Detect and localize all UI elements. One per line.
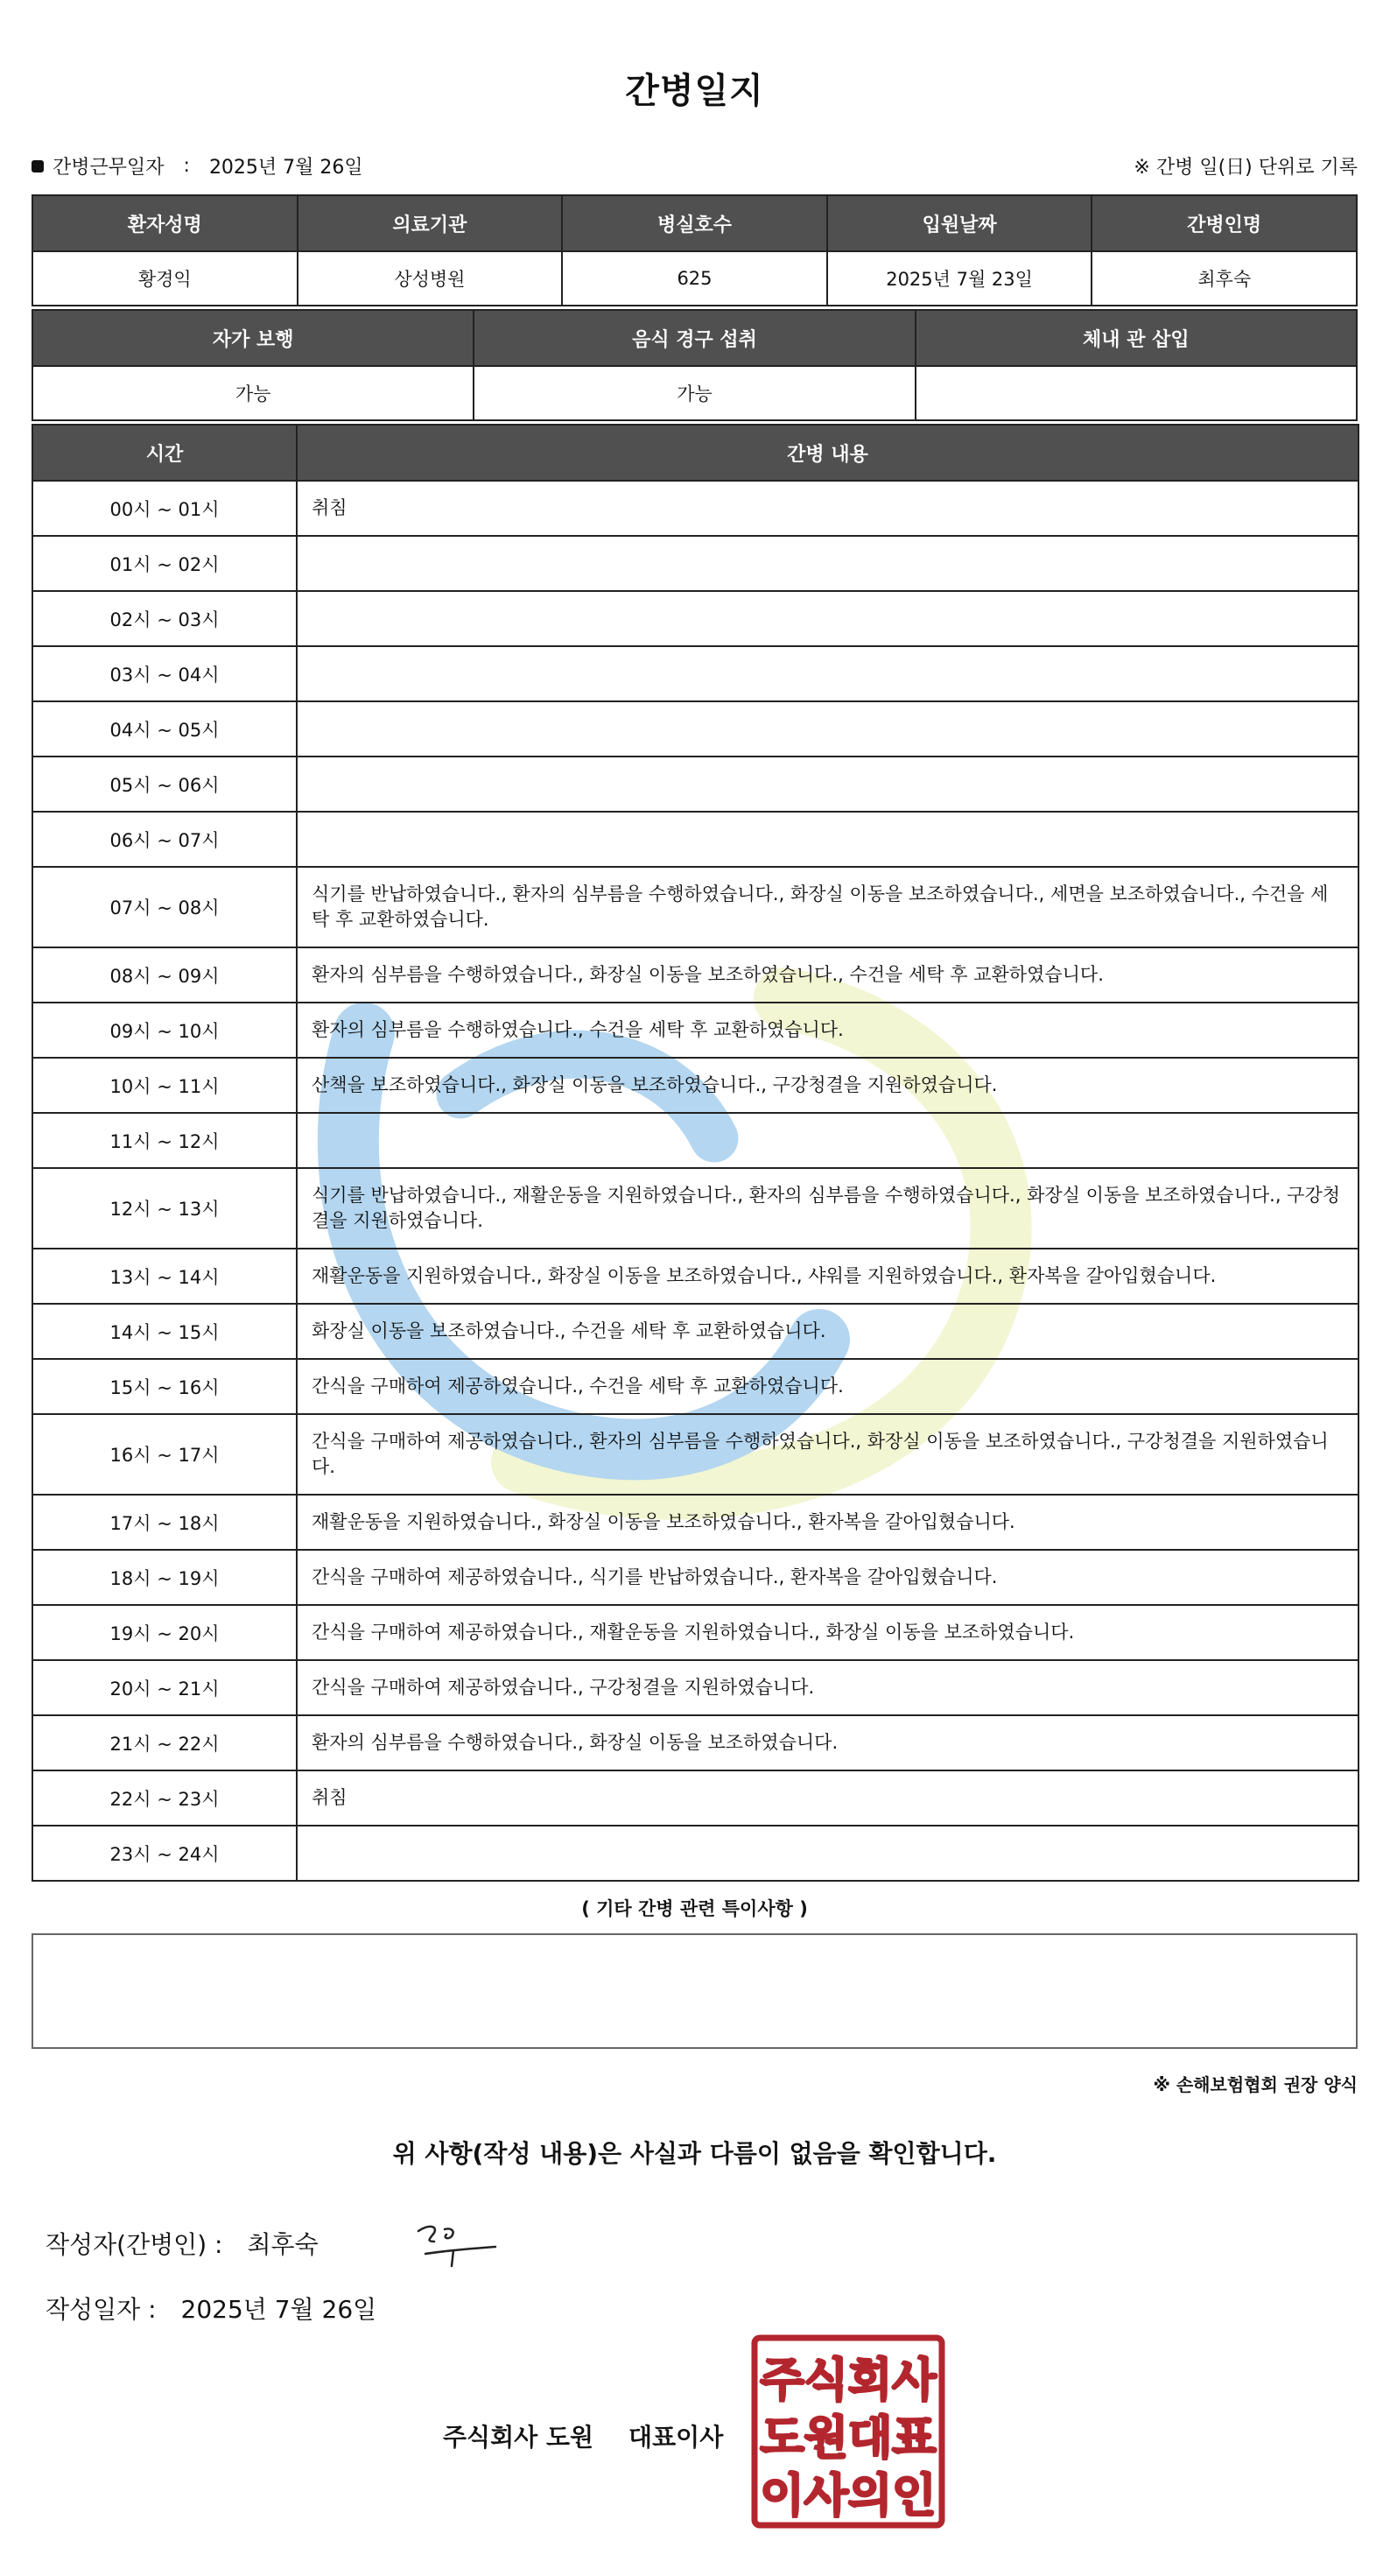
work-date-label: 간병근무일자 [53, 157, 165, 179]
table-row [32, 1605, 1358, 1660]
time-slot: 04시 ~ 05시 [32, 701, 297, 757]
care-content: 취침 [297, 1770, 1358, 1826]
header-room-number: 병실호수 [562, 195, 827, 251]
care-content: 재활운동을 지원하였습니다., 화장실 이동을 보조하였습니다., 샤워를 지원하였습니다., 환자복을 갈아입혔습니다. [297, 1249, 1358, 1304]
written-date-line [46, 2291, 376, 2326]
care-content [297, 1826, 1358, 1881]
table-row [32, 1249, 1358, 1304]
care-content: 취침 [297, 481, 1358, 536]
table-row [32, 1113, 1358, 1168]
header-caregiver-name: 간병인명 [1092, 195, 1357, 251]
svg-text:이사의인: 이사의인 [760, 2470, 937, 2523]
table-header-row [32, 425, 1358, 481]
care-content [297, 701, 1358, 757]
care-log-table [32, 424, 1359, 1882]
written-date-value: 2025년 7월 26일 [180, 2295, 377, 2324]
table-row [32, 591, 1358, 646]
care-content: 식기를 반납하였습니다., 환자의 심부름을 수행하였습니다., 화장실 이동을 보조하였습니다., 세면을 보조하였습니다., 수건을 세탁 후 교환하였습니다. [297, 867, 1358, 947]
care-content: 간식을 구매하여 제공하였습니다., 식기를 반납하였습니다., 환자복을 갈아입혔습니다. [297, 1550, 1358, 1605]
time-slot: 17시 ~ 18시 [32, 1495, 297, 1550]
writer-label: 작성자(간병인) : [46, 2230, 223, 2259]
special-notes-title: ( 기타 간병 관련 특이사항 ) [581, 1898, 808, 1919]
header-oral-intake: 음식 경구 섭취 [474, 310, 915, 366]
table-row [32, 251, 1357, 306]
time-slot: 23시 ~ 24시 [32, 1826, 297, 1881]
care-content: 화장실 이동을 보조하였습니다., 수건을 세탁 후 교환하였습니다. [297, 1304, 1358, 1359]
care-content: 간식을 구매하여 제공하였습니다., 구강청결을 지원하였습니다. [297, 1660, 1358, 1715]
caregiver-name: 최후숙 [1092, 251, 1357, 306]
table-row [32, 366, 1357, 420]
self-walking-value: 가능 [32, 366, 474, 420]
writer-name: 최후숙 [247, 2230, 319, 2259]
table-row [32, 481, 1358, 536]
care-content: 산책을 보조하였습니다., 화장실 이동을 보조하였습니다., 구강청결을 지원하였습니다. [297, 1058, 1358, 1113]
tube-insertion-value [916, 366, 1357, 420]
header-time: 시간 [32, 425, 297, 481]
table-row [32, 1003, 1358, 1058]
time-slot: 19시 ~ 20시 [32, 1605, 297, 1660]
care-content [297, 757, 1358, 812]
page-title: 간병일지 [625, 71, 764, 111]
time-slot: 07시 ~ 08시 [32, 867, 297, 947]
time-slot: 09시 ~ 10시 [32, 1003, 297, 1058]
time-slot: 01시 ~ 02시 [32, 536, 297, 591]
time-slot: 12시 ~ 13시 [32, 1168, 297, 1249]
table-row [32, 757, 1358, 812]
table-row [32, 947, 1358, 1003]
header-patient-name: 환자성명 [32, 195, 298, 251]
table-row [32, 867, 1358, 947]
admission-date: 2025년 7월 23일 [827, 251, 1092, 306]
company-name: 주식회사 도원 [443, 2423, 594, 2452]
time-slot: 05시 ~ 06시 [32, 757, 297, 812]
care-content: 환자의 심부름을 수행하였습니다., 수건을 세탁 후 교환하였습니다. [297, 1003, 1358, 1058]
time-slot: 22시 ~ 23시 [32, 1770, 297, 1826]
care-content [297, 812, 1358, 867]
table-row [32, 1715, 1358, 1770]
time-slot: 14시 ~ 15시 [32, 1304, 297, 1359]
time-slot: 08시 ~ 09시 [32, 947, 297, 1003]
table-row [32, 646, 1358, 701]
table-row [32, 1168, 1358, 1249]
work-date-value: 2025년 7월 26일 [208, 157, 363, 179]
care-content: 환자의 심부름을 수행하였습니다., 화장실 이동을 보조하였습니다. [297, 1715, 1358, 1770]
time-slot: 13시 ~ 14시 [32, 1249, 297, 1304]
representative-title: 대표이사 [628, 2423, 724, 2452]
care-content: 간식을 구매하여 제공하였습니다., 수건을 세탁 후 교환하였습니다. [297, 1359, 1358, 1414]
care-content [297, 536, 1358, 591]
time-slot: 15시 ~ 16시 [32, 1359, 297, 1414]
time-slot: 20시 ~ 21시 [32, 1660, 297, 1715]
header-self-walking: 자가 보행 [32, 310, 474, 366]
header-care-content: 간병 내용 [297, 425, 1358, 481]
table-row [32, 1058, 1358, 1113]
patient-status-table [32, 309, 1358, 421]
table-row [32, 1660, 1358, 1715]
table-row [32, 1495, 1358, 1550]
special-notes-box [32, 1933, 1358, 2049]
care-content: 간식을 구매하여 제공하였습니다., 재활운동을 지원하였습니다., 화장실 이동을 보조하였습니다. [297, 1605, 1358, 1660]
header-admission-date: 입원날짜 [827, 195, 1092, 251]
table-row [32, 1826, 1358, 1881]
table-header-row [32, 195, 1357, 251]
writer-line [46, 2226, 319, 2261]
table-row [32, 701, 1358, 757]
time-slot: 00시 ~ 01시 [32, 481, 297, 536]
handwritten-signature [399, 2215, 513, 2277]
table-row [32, 812, 1358, 867]
table-row [32, 1770, 1358, 1826]
table-row [32, 1414, 1358, 1495]
oral-intake-value: 가능 [474, 366, 915, 420]
svg-text:도원대표: 도원대표 [760, 2412, 937, 2465]
time-slot: 06시 ~ 07시 [32, 812, 297, 867]
recommended-form-note: ※ 손해보험협회 권장 양식 [1153, 2074, 1358, 2095]
time-slot: 10시 ~ 11시 [32, 1058, 297, 1113]
confirmation-statement: 위 사항(작성 내용)은 사실과 다름이 없음을 확인합니다. [392, 2139, 997, 2168]
work-date-colon: : [183, 155, 190, 177]
patient-info-table [32, 194, 1358, 306]
table-row [32, 1304, 1358, 1359]
time-slot: 21시 ~ 22시 [32, 1715, 297, 1770]
room-number: 625 [562, 251, 827, 306]
time-slot: 02시 ~ 03시 [32, 591, 297, 646]
care-content: 식기를 반납하였습니다., 재활운동을 지원하였습니다., 환자의 심부름을 수행하였습니다., 화장실 이동을 보조하였습니다., 구강청결을 지원하였습니다. [297, 1168, 1358, 1249]
care-content [297, 1113, 1358, 1168]
company-seal-stamp [749, 2333, 947, 2530]
care-content: 재활운동을 지원하였습니다., 화장실 이동을 보조하였습니다., 환자복을 갈아입혔습니다. [297, 1495, 1358, 1550]
care-content: 간식을 구매하여 제공하였습니다., 환자의 심부름을 수행하였습니다., 화장실 이동을 보조하였습니다., 구강청결을 지원하였습니다. [297, 1414, 1358, 1495]
daily-record-note: ※ 간병 일(日) 단위로 기록 [1134, 157, 1358, 179]
care-content [297, 646, 1358, 701]
patient-name: 황경익 [32, 251, 298, 306]
company-signature-line [443, 2418, 723, 2453]
header-tube-insertion: 체내 관 삽입 [916, 310, 1357, 366]
time-slot: 18시 ~ 19시 [32, 1550, 297, 1605]
time-slot: 11시 ~ 12시 [32, 1113, 297, 1168]
header-hospital: 의료기관 [298, 195, 563, 251]
svg-text:주식회사: 주식회사 [760, 2354, 937, 2407]
time-slot: 16시 ~ 17시 [32, 1414, 297, 1495]
table-row [32, 1359, 1358, 1414]
work-date-line [32, 152, 1358, 179]
time-slot: 03시 ~ 04시 [32, 646, 297, 701]
care-content: 환자의 심부름을 수행하였습니다., 화장실 이동을 보조하였습니다., 수건을 세탁 후 교환하였습니다. [297, 947, 1358, 1003]
care-content [297, 591, 1358, 646]
written-date-label: 작성일자 : [46, 2295, 157, 2324]
table-row [32, 1550, 1358, 1605]
hospital-name: 상성병원 [298, 251, 563, 306]
table-row [32, 536, 1358, 591]
bullet-icon [32, 160, 44, 172]
table-header-row [32, 310, 1357, 366]
